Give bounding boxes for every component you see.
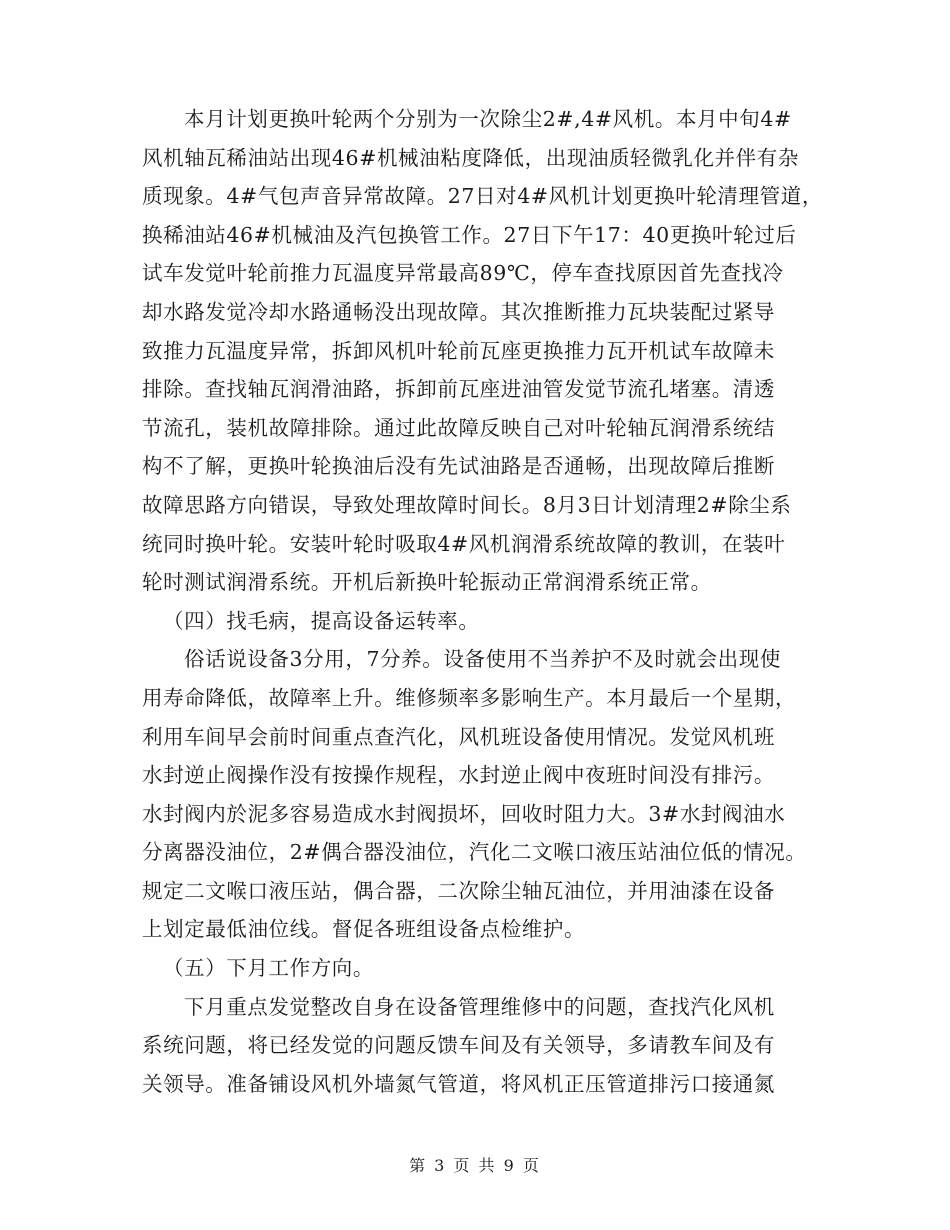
paragraph-line: 换稀油站46#机械油及汽包换管工作。27日下午17：40更换叶轮过后 bbox=[142, 222, 797, 247]
paragraph-line: 水封逆止阀操作没有按操作规程，水封逆止阀中夜班时间没有排污。 bbox=[142, 763, 775, 788]
document-body bbox=[142, 100, 822, 1103]
paragraph-line: 利用车间早会前时间重点查汽化，风机班设备使用情况。发觉风机班 bbox=[142, 724, 775, 749]
paragraph-line: 系统问题，将已经发觉的问题反馈车间及有关领导，多请教车间及有 bbox=[142, 1033, 775, 1058]
paragraph-line: 本月计划更换叶轮两个分别为一次除尘2#,4#风机。本月中旬4# bbox=[184, 107, 792, 131]
section-heading: （五）下月工作方向。 bbox=[163, 956, 374, 981]
paragraph-line: 俗话说设备3分用，7分养。设备使用不当养护不及时就会出现使 bbox=[184, 647, 781, 672]
paragraph-line: 排除。查找轴瓦润滑油路，拆卸前瓦座进油管发觉节流孔堵塞。清透 bbox=[142, 377, 775, 402]
page-number-footer: 第 3 页 共 9 页 bbox=[409, 1156, 541, 1175]
paragraph-line: 规定二文喉口液压站，偶合器，二次除尘轴瓦油位，并用油漆在设备 bbox=[142, 878, 775, 903]
paragraph-line: 试车发觉叶轮前推力瓦温度异常最高89℃，停车查找原因首先查找冷 bbox=[142, 261, 784, 286]
paragraph-line: 关领导。准备铺设风机外墙氮气管道，将风机正压管道排污口接通氮 bbox=[142, 1071, 775, 1096]
paragraph-line: 水封阀内於泥多容易造成水封阀损坏，回收时阻力大。3#水封阀油水 bbox=[142, 801, 786, 826]
paragraph-line: 下月重点发觉整改自身在设备管理维修中的问题，查找汽化风机 bbox=[184, 994, 775, 1019]
paragraph-line: 构不了解，更换叶轮换油后没有先试油路是否通畅，出现故障后推断 bbox=[142, 454, 775, 479]
paragraph-line: 节流孔，装机故障排除。通过此故障反映自己对叶轮轴瓦润滑系统结 bbox=[142, 415, 775, 440]
paragraph-line: 分离器没油位，2#偶合器没油位，汽化二文喉口液压站油位低的情况。 bbox=[142, 840, 807, 865]
paragraph-line: 风机轴瓦稀油站出现46#机械油粘度降低，出现油质轻微乳化并伴有杂 bbox=[142, 145, 799, 170]
paragraph-line: 故障思路方向错误，导致处理故障时间长。8月3日计划清理2#除尘系 bbox=[142, 492, 792, 517]
section-heading: （四）找毛病，提高设备运转率。 bbox=[163, 608, 480, 633]
paragraph-line: 质现象。4#气包声音异常故障。27日对4#风机计划更换叶轮清理管道， bbox=[142, 184, 823, 209]
paragraph-line: 轮时测试润滑系统。开机后新换叶轮振动正常润滑系统正常。 bbox=[142, 570, 712, 595]
paragraph-line: 致推力瓦温度异常，拆卸风机叶轮前瓦座更换推力瓦开机试车故障未 bbox=[142, 338, 775, 363]
paragraph-line: 却水路发觉冷却水路通畅没出现故障。其次推断推力瓦块装配过紧导 bbox=[142, 299, 775, 324]
paragraph-line: 统同时换叶轮。安装叶轮时吸取4#风机润滑系统故障的教训，在装叶 bbox=[142, 531, 786, 556]
paragraph-line: 用寿命降低，故障率上升。维修频率多影响生产。本月最后一个星期， bbox=[142, 685, 797, 710]
paragraph-line: 上划定最低油位线。督促各班组设备点检维护。 bbox=[142, 917, 586, 942]
